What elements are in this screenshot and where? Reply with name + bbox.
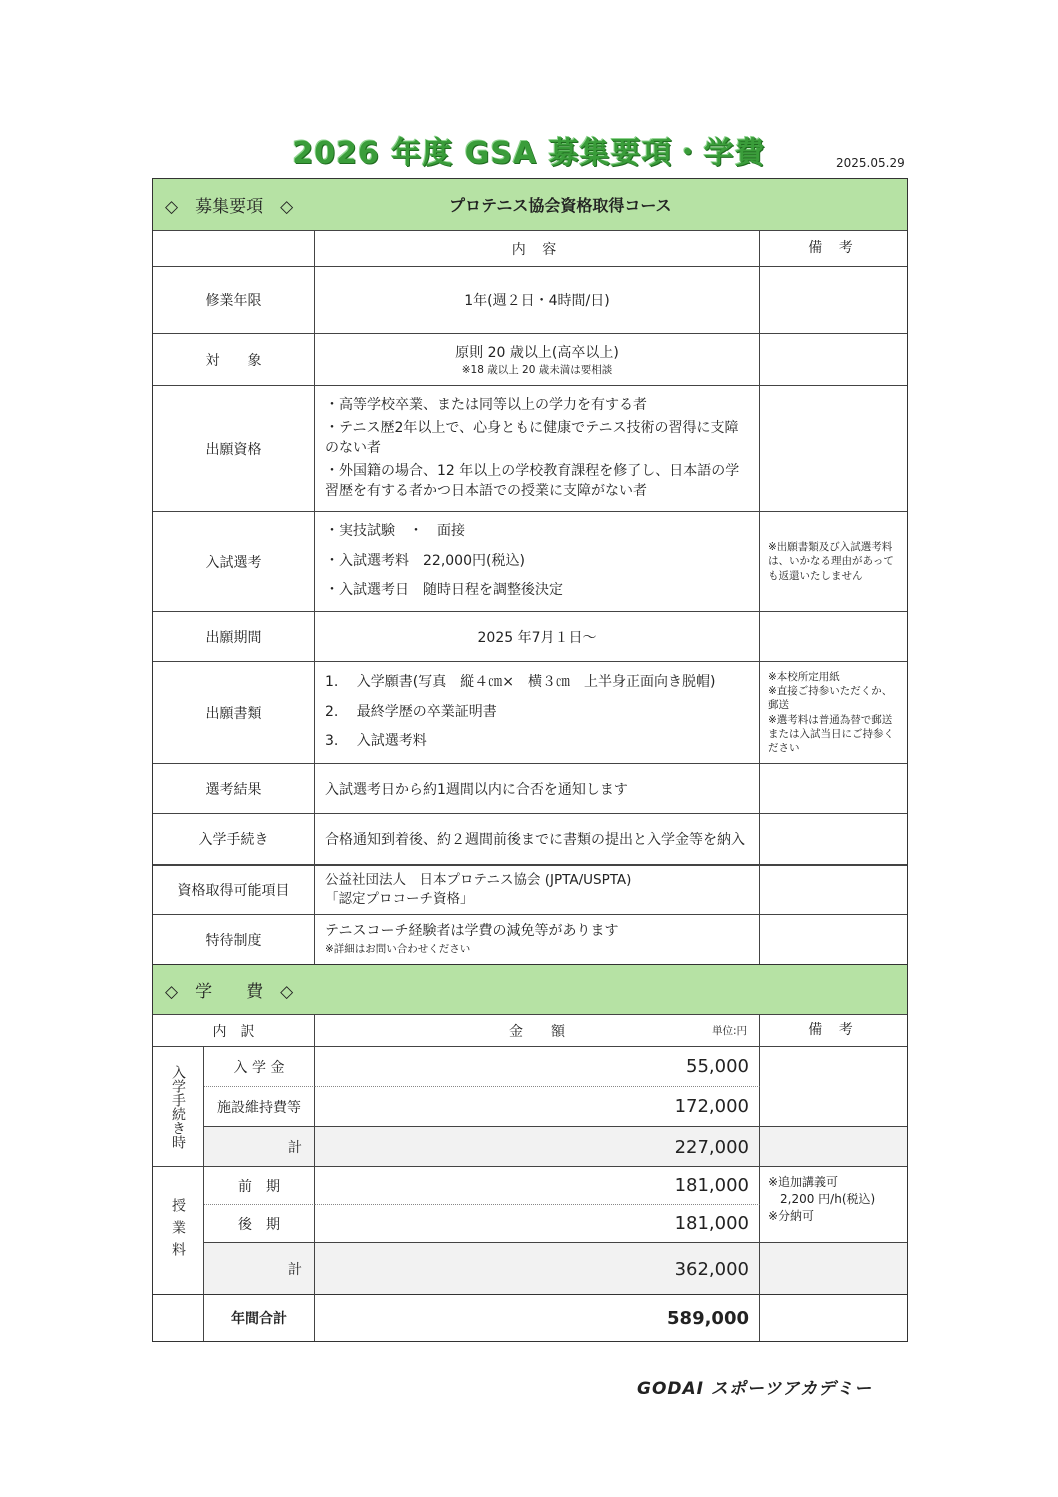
- row-duration: 修業年限 1年(週２日・4時間/日): [153, 267, 907, 334]
- row-documents: 出願書類 1. 入学願書(写真 縦４㎝× 横３㎝ 上半身正面向き脱帽) 2. 最終学歴の卒業証明書 3. 入試選考料 ※本校所定用紙 ※直接ご持参いただくか、 郵送 ※選考料は普通為替で郵送 または入試当日にご持参ください: [153, 662, 907, 764]
- amount-first-term: 181,000: [315, 1167, 760, 1205]
- fees-header-row: 内 訳 金 額 単位:円 備 考: [153, 1015, 907, 1047]
- enroll-total: 227,000: [315, 1127, 760, 1167]
- amount-facility: 172,000: [315, 1087, 760, 1127]
- recruit-header-row: [153, 231, 907, 267]
- enroll-total-label: 計: [204, 1127, 315, 1167]
- enroll-group-label: 入学手続き時: [153, 1047, 204, 1167]
- header-content: 内 容: [315, 231, 760, 266]
- recruit-table: [152, 178, 908, 964]
- fee-row-facility: 施設維持費等: [204, 1087, 315, 1127]
- fee-row-second-term: 後 期: [204, 1205, 315, 1243]
- amount-second-term: 181,000: [315, 1205, 760, 1243]
- row-application-period: 出願期間 2025 年7月１日～: [153, 612, 907, 662]
- page-title: 2026 年度 GSA 募集要項・学費: [292, 136, 766, 171]
- fees-table: [152, 964, 908, 1342]
- fees-section-header: [153, 965, 907, 1015]
- tuition-group-label: 授業料: [153, 1167, 204, 1295]
- fee-row-first-term: 前 期: [204, 1167, 315, 1205]
- recruit-section-header: [153, 179, 907, 231]
- document-date: 2025.05.29: [836, 156, 905, 170]
- recruit-section-label: ◇ 募集要項 ◇: [165, 197, 294, 217]
- fee-row-enroll: 入 学 金: [204, 1047, 315, 1087]
- row-scholarship: 特待制度 テニスコーチ経験者は学費の減免等があります ※詳細はお問い合わせください: [153, 915, 907, 965]
- row-target: 対 象 原則 20 歳以上(高卒以上) ※18 歳以上 20 歳未満は要相談: [153, 334, 907, 386]
- row-eligibility: 出願資格 ・高等学校卒業、または同等以上の学力を有する者 ・テニス歴2年以上で、心身ともに健康でテニス技術の習得に支障のない者 ・外国籍の場合、12 年以上の学校教育課程を修了し、日本語の学習歴を有する者かつ日本語での授業に支障がない者: [153, 386, 907, 512]
- annual-total-label: 年間合計: [204, 1295, 315, 1341]
- row-enrollment-procedure: 入学手続き 合格通知到着後、約２週間前後までに書類の提出と入学金等を納入: [153, 814, 907, 865]
- tuition-note: ※追加講義可 2,200 円/h(税込) ※分納可: [760, 1167, 907, 1243]
- fees-section-label: ◇ 学 費 ◇: [165, 982, 294, 1002]
- annual-total: 589,000: [315, 1295, 760, 1341]
- header-notes: 備 考: [808, 240, 859, 257]
- tuition-total: 362,000: [315, 1243, 760, 1295]
- footer-logo: GODAI スポーツアカデミー: [637, 1379, 873, 1399]
- tuition-total-label: 計: [204, 1243, 315, 1295]
- amount-enroll: 55,000: [315, 1047, 760, 1087]
- row-qualifications: 資格取得可能項目 公益社団法人 日本プロテニス協会 (JPTA/USPTA) 「認定プロコーチ資格」: [153, 865, 907, 915]
- row-selection: 入試選考 ・実技試験 ・ 面接 ・入試選考料 22,000円(税込) ・入試選考日 随時日程を調整後決定 ※出願書類及び入試選考料は、いかなる理由があっても返還いたしません: [153, 512, 907, 612]
- row-results: 選考結果 入試選考日から約1週間以内に合否を通知します: [153, 764, 907, 814]
- course-name: プロテニス協会資格取得コース: [449, 196, 672, 215]
